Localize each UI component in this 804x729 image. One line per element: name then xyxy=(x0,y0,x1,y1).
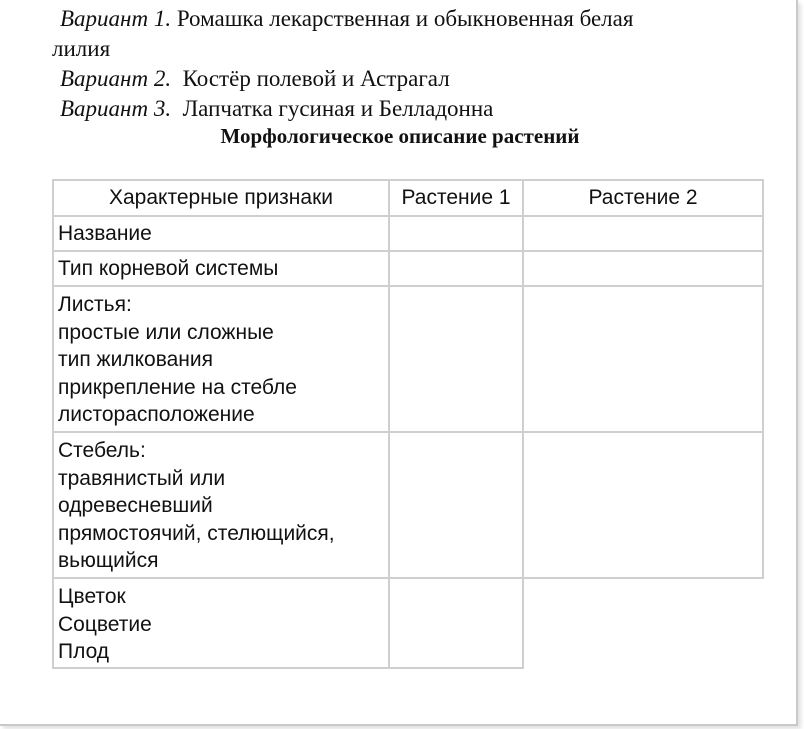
row-flower-line-2: Соцветие xyxy=(58,612,152,636)
variant-1-label: Вариант 1. xyxy=(60,6,172,31)
header-characteristics: Характерные признаки xyxy=(53,180,389,216)
table-row-root-system xyxy=(53,251,763,286)
row-leaves-line-4: прикрепление на стебле xyxy=(58,375,297,399)
row-stem-line-1: Стебель: xyxy=(58,439,146,462)
row-name-label xyxy=(53,216,389,251)
row-root-line: Тип корневой системы xyxy=(58,256,279,280)
table-row-leaves xyxy=(53,286,763,432)
row-stem-plant-2-cell[interactable] xyxy=(523,432,763,578)
row-leaves-plant-2-cell[interactable] xyxy=(523,286,763,432)
row-stem-line-4: прямостоячий, стелющийся, xyxy=(58,521,335,545)
table-row-stem xyxy=(53,432,763,578)
variants-block xyxy=(54,4,774,124)
header-plant-1: Растение 1 xyxy=(389,180,523,216)
row-name-plant-1-cell[interactable] xyxy=(389,216,523,251)
row-stem-line-2: травянистый или xyxy=(58,466,226,490)
table-title: Морфологическое описание растений xyxy=(220,124,580,148)
variant-3-label: Вариант 3. xyxy=(60,96,172,121)
row-root-plant-2-cell[interactable] xyxy=(523,251,763,286)
row-flower-line-1: Цветок xyxy=(58,585,126,608)
variant-1-text: Ромашка лекарственная и обыкновенная белая xyxy=(171,6,634,31)
variant-2-label: Вариант 2. xyxy=(60,66,172,91)
table-row-name xyxy=(53,216,763,251)
variant-3-text: Лапчатка гусиная и Белладонна xyxy=(171,96,494,121)
row-root-label xyxy=(53,251,389,286)
row-root-plant-1-cell[interactable] xyxy=(389,251,523,286)
variant-1-continuation: лилия xyxy=(52,36,111,61)
row-flower-line-3: Плод xyxy=(58,640,110,663)
row-flower-plant-1-cell[interactable] xyxy=(389,578,523,668)
table-header-row xyxy=(53,180,763,216)
row-stem-line-3: одревесневший xyxy=(58,494,213,517)
row-flower-label xyxy=(53,578,389,668)
row-leaves-line-1: Листья: xyxy=(58,293,132,316)
row-leaves-line-3: тип жилкования xyxy=(58,348,213,371)
row-stem-plant-1-cell[interactable] xyxy=(389,432,523,578)
row-leaves-line-2: простые или сложные xyxy=(58,320,274,344)
variant-1 xyxy=(54,4,774,34)
variant-2-text: Костёр полевой и Астрагал xyxy=(171,66,450,91)
row-leaves-line-5: листорасположение xyxy=(58,403,255,426)
morphology-table xyxy=(52,179,764,669)
row-stem-line-5: вьющийся xyxy=(58,549,159,572)
row-name-plant-2-cell[interactable] xyxy=(523,216,763,251)
row-flower-plant-2-cell xyxy=(523,578,763,668)
row-leaves-label xyxy=(53,286,389,432)
variant-2 xyxy=(54,64,774,94)
header-plant-2: Растение 2 xyxy=(523,180,763,216)
variant-3 xyxy=(54,94,774,124)
row-leaves-plant-1-cell[interactable] xyxy=(389,286,523,432)
row-stem-label xyxy=(53,432,389,578)
row-name-line: Название xyxy=(58,221,152,245)
table-row-flower xyxy=(53,578,763,668)
